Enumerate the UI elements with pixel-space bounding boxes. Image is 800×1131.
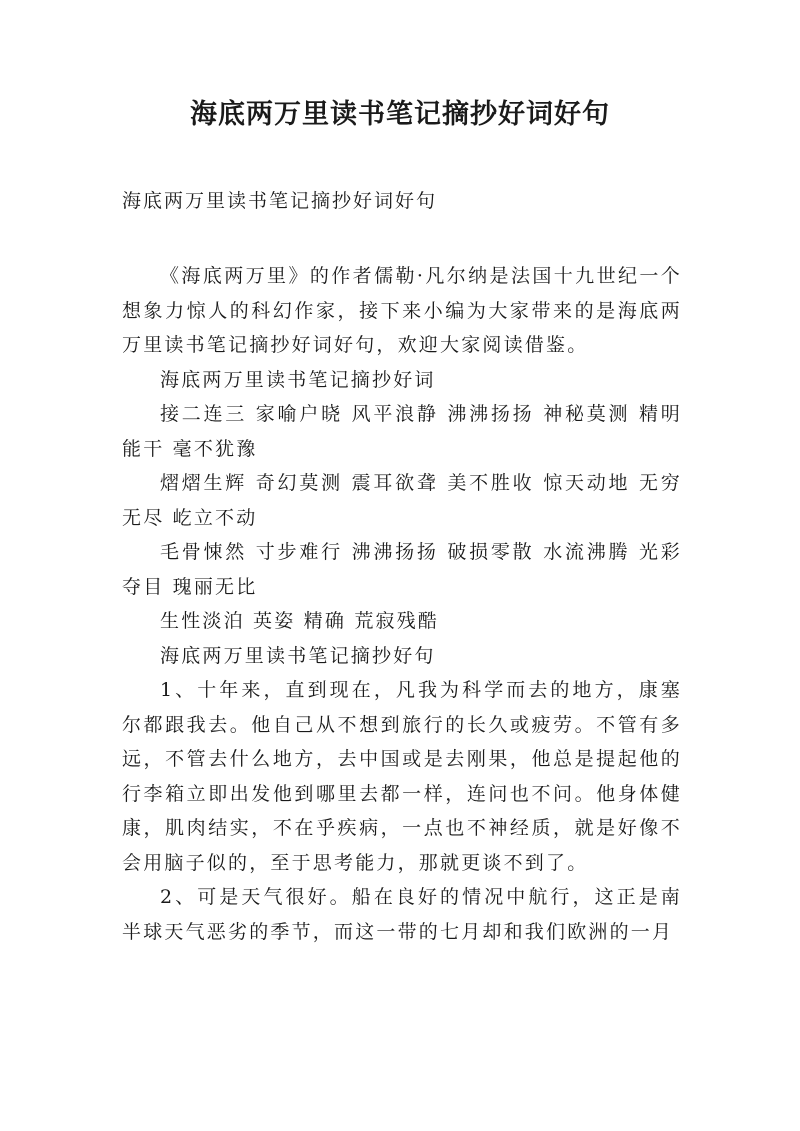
document-body xyxy=(122,259,682,949)
section-heading-sentences: 海底两万里读书笔记摘抄好句 xyxy=(160,644,436,667)
word-list-4: 生性淡泊 英姿 精确 荒寂残酷 xyxy=(160,610,440,632)
section-heading-words: 海底两万里读书笔记摘抄好词 xyxy=(160,368,436,391)
document-subtitle: 海底两万里读书笔记摘抄好词好句 xyxy=(122,190,438,212)
document-title: 海底两万里读书笔记摘抄好词好句 xyxy=(190,99,610,130)
word-list-1: 接二连三 家喻户晓 风平浪静 沸沸扬扬 神秘莫测 精明能干 毫不犹豫 xyxy=(122,403,682,460)
word-list-3: 毛骨悚然 寸步难行 沸沸扬扬 破损零散 水流沸腾 光彩夺目 瑰丽无比 xyxy=(122,541,682,598)
sentence-paragraph-2: 2、可是天气很好。船在良好的情况中航行，这正是南半球天气恶劣的季节，而这一带的七月却和我们欧洲的一月 xyxy=(122,886,682,943)
intro-paragraph: 《海底两万里》的作者儒勒·凡尔纳是法国十九世纪一个想象力惊人的科幻作家，接下来小编为大家带来的是海底两万里读书笔记摘抄好词好句，欢迎大家阅读借鉴。 xyxy=(122,265,682,356)
word-list-2: 熠熠生辉 奇幻莫测 震耳欲聋 美不胜收 惊天动地 无穷无尽 屹立不动 xyxy=(122,472,682,529)
sentence-paragraph-1: 1、十年来，直到现在，凡我为科学而去的地方，康塞尔都跟我去。他自己从不想到旅行的长久或疲劳。不管有多远，不管去什么地方，去中国或是去刚果，他总是提起他的行李箱立即出发他到哪里去都一样，连问也不问。他身体健康，肌肉结实，不在乎疾病，一点也不神经质，就是好像不会用脑子似的，至于思考能力，那就更谈不到了。 xyxy=(122,679,682,874)
